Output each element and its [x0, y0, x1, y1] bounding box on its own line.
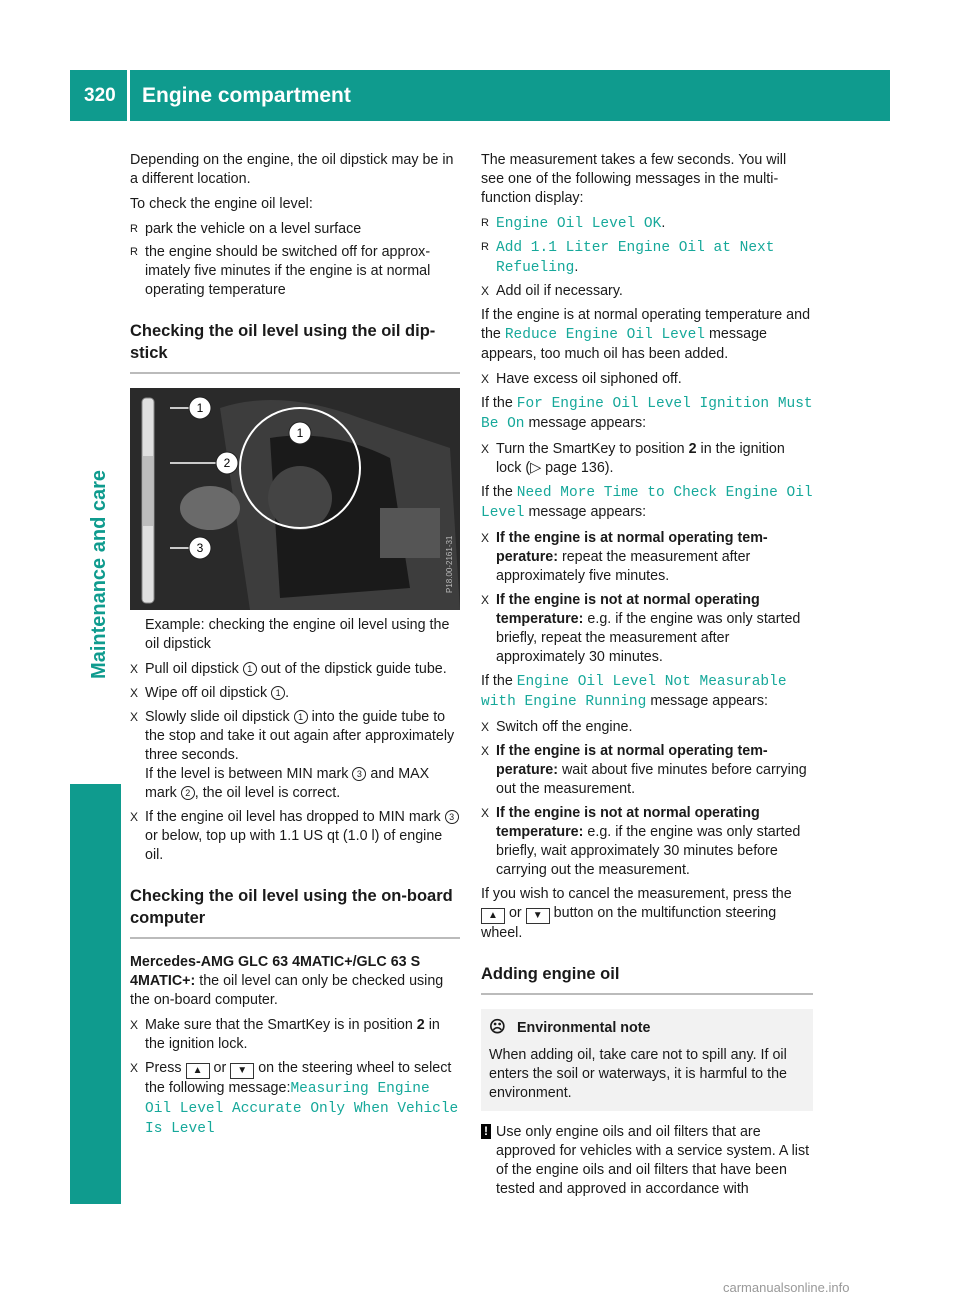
watermark: carmanualsonline.info: [723, 1280, 850, 1295]
key-up-icon: ▲: [481, 908, 505, 924]
list-item: X If the engine is not at normal operating temperature: e.g. if the engine was only started briefly, repeat the measurement after approximately 30 minutes.: [481, 592, 801, 665]
right-column: [481, 151, 813, 1199]
paragraph: The measurement takes a few seconds. You will see one of the following messages in the multifunction display:: [481, 152, 787, 206]
bullet-icon: R: [130, 223, 138, 235]
section-heading-onboard: Checking the oil level using the on-board computer: [130, 887, 453, 927]
ref-number: 2: [181, 786, 195, 800]
display-message: Measuring Engine Oil Level Accurate Only When Vehicle Is Level: [145, 1081, 459, 1137]
header-divider: [127, 70, 130, 121]
page-title: Engine compartment: [142, 84, 351, 107]
step-icon: X: [130, 710, 139, 724]
list-item: X Wipe off oil dipstick 1 .: [130, 685, 290, 701]
bullet-icon: R: [130, 246, 138, 258]
photo-code: P18.00-2161-31: [445, 535, 454, 593]
photo-caption: Example: checking the engine oil level using the oil dipstick: [145, 617, 450, 652]
engine-photo: [130, 388, 460, 610]
step-icon: X: [481, 744, 490, 758]
bullet-icon: R: [481, 241, 489, 253]
list-item: X If the engine is at normal operating temperature: wait about five minutes before carrying out the measurement.: [481, 743, 807, 797]
step-icon: X: [481, 593, 490, 607]
list-item: X If the engine is not at normal operating temperature: e.g. if the engine was only started briefly, wait approximately 30 minutes before carrying out the measurement.: [481, 805, 801, 878]
paragraph: If the Engine Oil Level Not Measurable with Engine Running message appears:: [481, 673, 787, 710]
step-icon: X: [481, 284, 490, 298]
list-item: X If the engine is at normal operating temperature: repeat the measurement after approximately five minutes.: [481, 530, 768, 584]
amg-note: Mercedes-AMG GLC 63 4MATIC+/GLC 63 S 4MATIC+: the oil level can only be checked using the on-board computer.: [130, 954, 444, 1008]
list-item: X Turn the SmartKey to position 2 in the ignition lock (▷ page 136).: [481, 441, 785, 476]
section-divider: [130, 372, 460, 374]
list-item: R Add 1.1 Liter Engine Oil at Next Refueling.: [481, 240, 775, 276]
step-icon: X: [130, 1018, 139, 1032]
key-up-icon: ▲: [186, 1063, 210, 1079]
side-tab-label: Maintenance and care: [88, 470, 110, 679]
list-item: X Add oil if necessary.: [481, 283, 623, 299]
step-icon: X: [481, 372, 490, 386]
list-item: X Slowly slide oil dipstick 1 into the guide tube to the stop and take it out again after approximately three seconds. If the level is between MIN mark 3 and MAX mark 2 , the oil level is correct.: [130, 709, 455, 801]
svg-text:1: 1: [296, 426, 304, 440]
page-header: [70, 70, 890, 121]
side-tab: [86, 470, 112, 770]
step-icon: X: [130, 810, 139, 824]
step-icon: X: [481, 531, 490, 545]
step-icon: X: [481, 442, 490, 456]
step-icon: X: [130, 1061, 139, 1075]
page-ref-icon: ▷: [530, 460, 542, 476]
section-heading-dipstick: Checking the oil level using the oil dipstick: [130, 322, 436, 362]
section-divider: [481, 993, 813, 995]
environmental-note: ☹ Environmental note When adding oil, take care not to spill any. If oil enters the soil or waterways, it is harmful to the environment.: [481, 1009, 813, 1111]
side-tab-bar: [70, 784, 121, 1204]
bullet-icon: R: [481, 217, 489, 229]
intro-paragraph: Depending on the engine, the oil dipstick may be in a different location.: [130, 152, 454, 187]
key-down-icon: ▼: [230, 1063, 254, 1079]
list-item: X If the engine oil level has dropped to MIN mark 3 or below, top up with 1.1 US qt (1.0 l) of engine oil.: [130, 808, 460, 865]
step-icon: X: [481, 720, 490, 734]
list-item: X Switch off the engine.: [481, 719, 633, 735]
step-icon: X: [130, 686, 139, 700]
step-icon: X: [130, 662, 139, 676]
page-number: 320: [84, 85, 116, 106]
section-heading-adding: Adding engine oil: [481, 965, 620, 983]
paragraph: If the Need More Time to Check Engine Oil Level message appears:: [481, 484, 813, 521]
paragraph: If you wish to cancel the measurement, press the ▲ or ▼ button on the multifunction steering wheel.: [481, 886, 792, 941]
paragraph: If the For Engine Oil Level Ignition Must Be On message appears:: [481, 395, 813, 432]
list-item: R the engine should be switched off for approximately five minutes if the engine is at normal operating temperature: [130, 244, 431, 298]
ref-number: 3: [445, 810, 459, 824]
list-item: R park the vehicle on a level surface: [130, 221, 362, 237]
list-item: X Pull oil dipstick 1 out of the dipstick guide tube.: [130, 661, 447, 677]
intro-paragraph-2: To check the engine oil level:: [130, 196, 313, 212]
paragraph: If the engine is at normal operating temperature and the Reduce Engine Oil Level message appears, too much oil has been added.: [481, 307, 811, 362]
svg-text:1: 1: [196, 401, 204, 415]
step-icon: X: [481, 806, 490, 820]
environmental-note-text: When adding oil, take care not to spill any. If oil enters the soil or waterways, it is harmful to the environment.: [489, 1047, 787, 1101]
list-item: X Have excess oil siphoned off.: [481, 371, 682, 387]
ref-number: 1: [271, 686, 285, 700]
svg-text:2: 2: [223, 456, 231, 470]
ref-number: 1: [294, 710, 308, 724]
warning-note: ! Use only engine oils and oil filters that are approved for vehicles with a service system. A list of the engine oils and oil filters that have been tested and approved in accordance with: [481, 1123, 813, 1199]
environment-icon: ☹: [489, 1019, 506, 1036]
ref-number: 1: [243, 662, 257, 676]
list-item: X Make sure that the SmartKey is in position 2 in the ignition lock.: [130, 1017, 440, 1052]
key-down-icon: ▼: [526, 908, 550, 924]
section-divider: [130, 937, 460, 939]
list-item: X Press ▲ or ▼ on the steering wheel to select the following message:Measuring Engine Oil Level Accurate Only When Vehicle Is Level: [130, 1060, 459, 1137]
warning-icon: !: [481, 1124, 491, 1139]
ref-number: 3: [352, 767, 366, 781]
left-column: [130, 151, 460, 1144]
svg-text:3: 3: [196, 541, 204, 555]
list-item: R Engine Oil Level OK.: [481, 215, 666, 232]
